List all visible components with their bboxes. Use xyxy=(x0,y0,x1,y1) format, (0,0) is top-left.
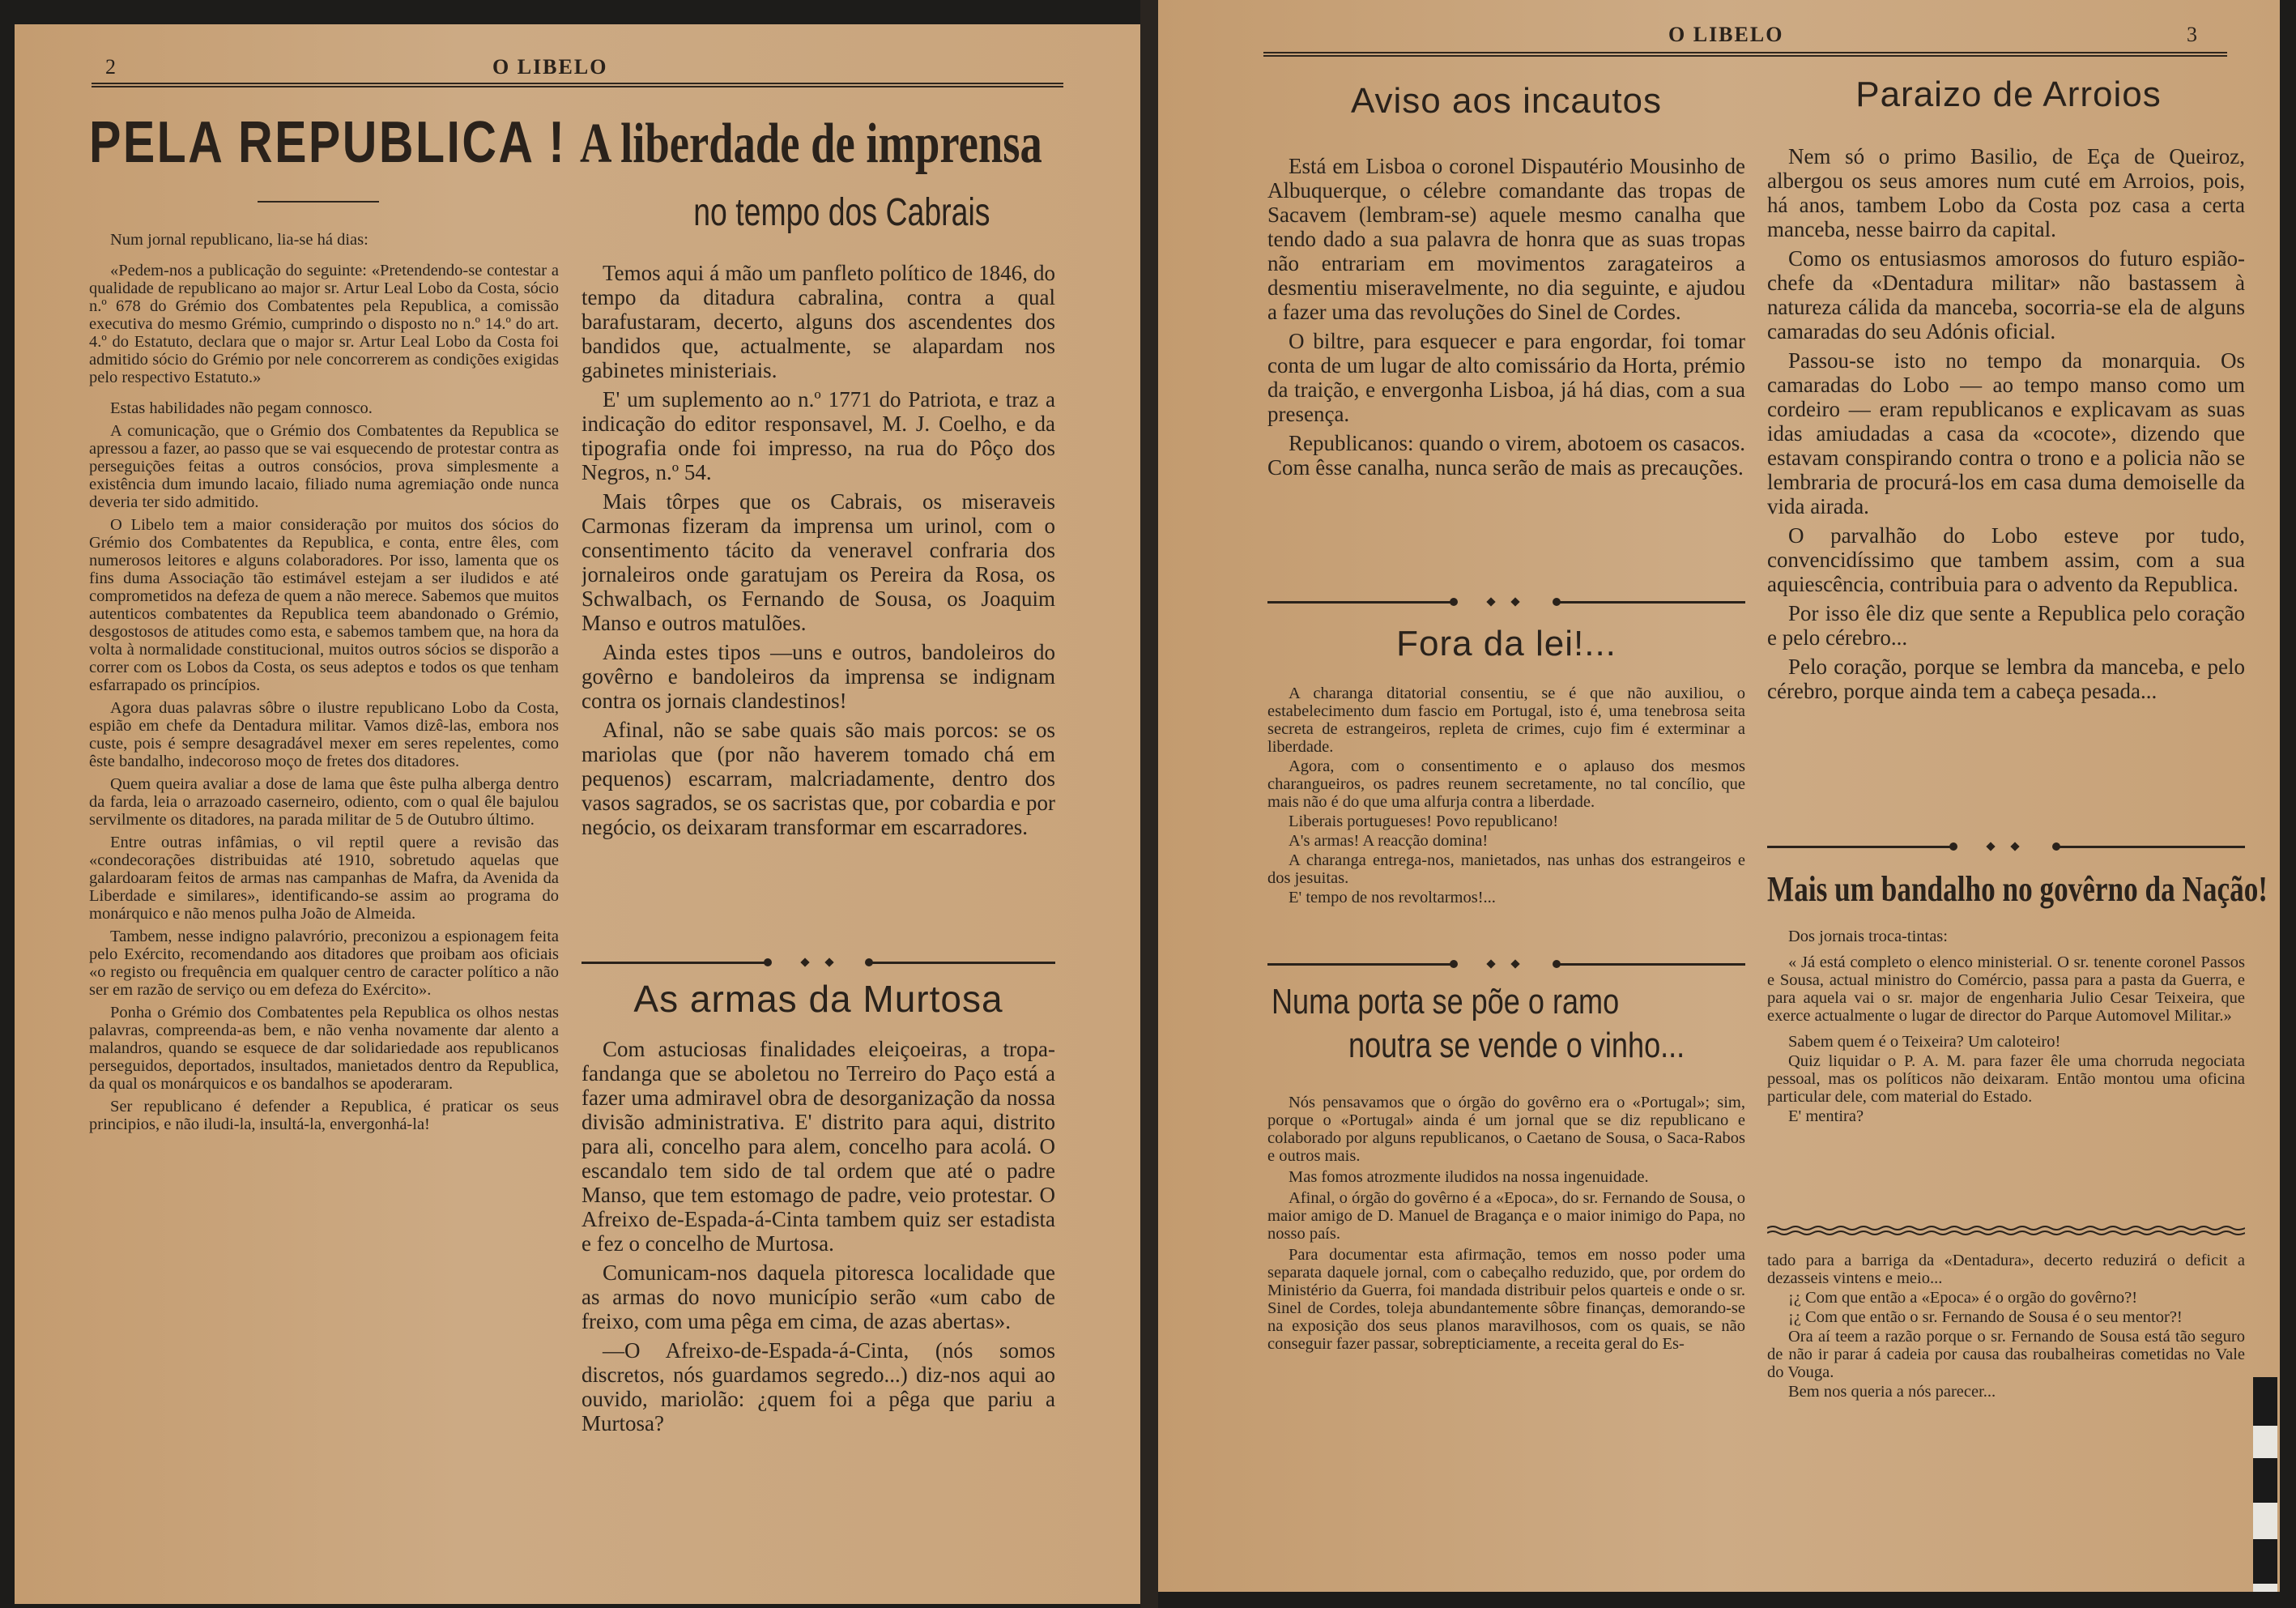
section-divider xyxy=(581,954,1055,970)
paragraph: O biltre, para esquecer e para engordar, foi tomar conta de um lugar de alto comissário da Horta, prémio da traição, e envergonha Lisboa, já há dias, com a sua presença. xyxy=(1267,329,1745,426)
paragraph: A charanga ditatorial consentiu, se é que não auxiliou, o estabelecimento dum fascio em Portugal, isto é, uma tenebrosa seita secreta de estrangeiros, repleta de crimes, cujo fim é exterminar a liberdade. xyxy=(1267,685,1745,756)
article-fora-da-lei xyxy=(1267,685,1745,952)
headline-armas-murtosa: As armas da Murtosa xyxy=(633,978,1003,1020)
paragraph: « Já está completo o elenco ministerial. O sr. tenente coronel Passos e Sousa, actual ministro do Comércio, passa para a pasta da Guerra, e para aquela vai o sr. major de engenharia Julio Cesar Teixeira, que exerce actualmente o lugar de director do Parque Automovel Militar.» xyxy=(1767,953,2245,1025)
paragraph: Ser republicano é defender a Republica, é praticar os seus principios, e não iludi-la, insultá-la, envergonhá-la! xyxy=(89,1098,559,1133)
paragraph: A charanga entrega-nos, manietados, nas unhas dos estrangeiros e dos jesuitas. xyxy=(1267,851,1745,887)
paragraph: Mas fomos atrozmente iludidos na nossa ingenuidade. xyxy=(1289,1168,1649,1186)
section-divider xyxy=(1767,838,2245,855)
article-aviso-incautos xyxy=(1267,154,1745,583)
paragraph: ¡¿ Com que então o sr. Fernando de Sousa é o seu mentor?! xyxy=(1788,1308,2183,1326)
headline-mais-um-bandalho: Mais um bandalho no govêrno da Nação! xyxy=(1767,869,2268,909)
article-mais-um-bandalho xyxy=(1767,928,2245,1219)
paragraph: Nem só o primo Basilio, de Eça de Queiroz, albergou os seus amores num cuté em Arroios, pois, há anos, tambem Lobo da Costa poz casa a certa manceba, nesse bairro da capital. xyxy=(1767,144,2245,241)
paragraph: Temos aqui á mão um panfleto político de 1846, do tempo da ditadura cabralina, contra a qual barafustaram, decerto, alguns dos ascendentes dos bandidos que, actualmente, se alapardam nos gabinetes ministeriais. xyxy=(581,261,1055,382)
paragraph: Quiz liquidar o P. A. M. para fazer êle uma chorruda negociata pessoal, mas os políticos não deixaram. Então montou uma oficina particular dele, com material do Estado. xyxy=(1767,1052,2245,1106)
page-number-right: 3 xyxy=(2187,23,2199,46)
article-armas-murtosa xyxy=(581,1037,1055,1539)
paragraph: Agora duas palavras sôbre o ilustre republicano Lobo da Costa, espião em chefe da Dentadura militar. Vamos dizê-las, embora nos custe, pois é sempre desagradável mexer em seres repelentes, como êste bandalho, indecoroso moço de fretes dos ditadores. xyxy=(89,699,559,770)
headline-numa-porta: Numa porta se põe o ramo xyxy=(1272,982,1620,1022)
paragraph: Para documentar esta afirmação, temos em nosso poder uma separata daquele jornal, com o cabeçalho reduzido, que, por ordem do Ministério da Guerra, foi mandada distribuir pelos quarteis e onde o sr. Sinel de Cordes, toleja abundantemente sôbre finanças, demorando-se na exposição dos seus planos maravilhosos, com os quais, se não conseguir fazer passar, sobrepticiamente, a receita geral do Es- xyxy=(1267,1246,1745,1353)
left-page xyxy=(15,24,1140,1604)
paragraph: Passou-se isto no tempo da monarquia. Os camaradas do Lobo — ao tempo manso como um cordeiro — eram republicanos e explicavam as suas idas amiudadas a casa da «cocote», dizendo que estavam conspirando contra o trono e a policia não se lembraria de procurá-los em casa duma demoiselle da vida airada. xyxy=(1767,348,2245,518)
page-number-left: 2 xyxy=(105,55,117,79)
paragraph: Pelo coração, porque se lembra da manceba, e pelo cérebro, porque ainda tem a cabeça pesada... xyxy=(1767,655,2245,703)
headline-aviso-incautos: Aviso aos incautos xyxy=(1350,81,1663,121)
headline-rule xyxy=(258,201,379,203)
paragraph: Mais tôrpes que os Cabrais, os miseraveis Carmonas fizeram da imprensa um urinol, com o consentimento tácito da veneravel confraria dos jornaleiros onde garatujam os Pereira da Rosa, os Schwalbach, os Fernando de Sousa, os Joaquim Manso e outros matulões. xyxy=(581,489,1055,635)
running-head-left: O LIBELO xyxy=(492,55,608,79)
headline-liberdade-imprensa: A liberdade de imprensa xyxy=(580,113,1042,175)
right-page xyxy=(1158,0,2280,1592)
page-gutter xyxy=(1140,0,1158,1608)
paragraph: Bem nos queria a nós parecer... xyxy=(1788,1383,1996,1401)
paragraph: Entre outras infâmias, o vil reptil quere a revisão das «condecorações distribuidas até 1910, sobretudo aquelas que galardoaram feitos de armas nas campanhas de Mafra, da Avenida da Liberdade e similares», identificando-se assim ao programa do monárquico e não menos pulha João de Almeida. xyxy=(89,834,559,923)
paragraph: Com astuciosas finalidades eleiçoeiras, a tropa-fandanga que se aboletou no Terreiro do Paço está a fazer uma admiravel obra de desorganização da nossa divisão administrativa. E' distrito para aqui, distrito para ali, concelho para alem, concelho para acolá. O escandalo tem sido de tal ordem que até o padre Manso, que tem estomago de padre, veio protestar. O Afreixo de-Espada-á-Cinta tambem quiz ser estadista e fez o concelho de Murtosa. xyxy=(581,1037,1055,1256)
paragraph: Agora, com o consentimento e o aplauso dos mesmos charangueiros, os padres reunem secretamente, no tal concílio, que mais não é do que uma alfurja contra a liberdade. xyxy=(1267,757,1745,811)
paragraph: A's armas! A reacção domina! xyxy=(1289,832,1489,850)
paragraph: Está em Lisboa o coronel Dispautério Mousinho de Albuquerque, o célebre comandante das tropas de Sacavem (lembram-se) aquele mesmo canalha que tendo dado a sua palavra de honra que as suas tropas não entrariam em movimentos zaragateiros a desmentiu miseravelmente, no dia seguinte, e ajudou a fazer uma das revoluções do Sinel de Cordes. xyxy=(1267,154,1745,324)
paragraph: Num jornal republicano, lia-se há dias: xyxy=(110,231,368,249)
subheadline-cabrais: no tempo dos Cabrais xyxy=(693,191,990,234)
header-rule-left xyxy=(92,83,1063,87)
paragraph: Estas habilidades não pegam connosco. xyxy=(110,399,373,417)
paragraph: Republicanos: quando o virem, abotoem os casacos. Com êsse canalha, nunca serão de mais as precauções. xyxy=(1267,431,1745,480)
article-paraizo-arroios xyxy=(1767,144,2245,833)
wavy-rule xyxy=(1767,1225,2245,1236)
paragraph: Ora aí teem a razão porque o sr. Fernando de Sousa está tão seguro de não ir parar á cadeia por causa das roubalheiras cometidas no Vale do Vouga. xyxy=(1767,1328,2245,1381)
paragraph: Ponha o Grémio dos Combatentes pela Republica os olhos nestas palavras, compreenda-as bem, e não venha novamente dar alento a malandros, quando se esquece de dar solidariedade aos republicanos perseguidos, deportados, insultados, manietados dentro da Republica, da qual os monárquicos e os bandalhos se apoderaram. xyxy=(89,1004,559,1093)
article-numa-porta xyxy=(1267,1094,1745,1531)
paragraph: A comunicação, que o Grémio dos Combatentes da Republica se apressou a fazer, ao passo que se vai esquecendo de protestar contra as perseguições feitas a outros consócios, prova simplesmente a existência dum imundo lacaio, filiado numa agremiação onde nunca deveria ter sido admitido. xyxy=(89,422,559,511)
headline-noutra-vende: noutra se vende o vinho... xyxy=(1348,1026,1685,1065)
article-continuation xyxy=(1767,1252,2245,1462)
paragraph: Ainda estes tipos —uns e outros, bandoleiros do govêrno e bandoleiros da imprensa se indignam contra os jornais clandestinos! xyxy=(581,640,1055,713)
paragraph: E' mentira? xyxy=(1788,1107,1864,1125)
headline-paraizo-arroios: Paraizo de Arroios xyxy=(1855,75,2162,114)
headline-fora-da-lei: Fora da lei!... xyxy=(1396,624,1617,663)
paragraph: —O Afreixo-de-Espada-á-Cinta, (nós somos discretos, nós guardamos segredo...) diz-nos aqui ao ouvido, mariolão: ¿quem foi a pêga que pariu a Murtosa? xyxy=(581,1338,1055,1435)
paragraph: Tambem, nesse indigno palavrório, preconizou a espionagem feita pelo Exército, recomendando aos ditadores que proibam aos oficiais «o registo ou frequência em qualquer centro de caracter político a não ser em razão de serviço ou em defeza do Exército». xyxy=(89,928,559,999)
section-divider xyxy=(1267,956,1745,972)
paragraph: ¡¿ Com que então a «Epoca» é o orgão do govêrno?! xyxy=(1788,1289,2138,1307)
paragraph: Dos jornais troca-tintas: xyxy=(1788,928,1948,945)
paragraph: O Libelo tem a maior consideração por muitos dos sócios do Grémio dos Combatentes da Republica, e conta, entre êles, com numerosos leitores e alguns colaboradores. Por isso, lamenta que os fins duma Associação tão estimável estejam a ser iludidos e até comprometidos na defeza de quem a não merece. Sabemos que muitos autenticos combatentes da Republica teem abandonado o Grémio, desgostosos de atitudes como esta, e sabemos tambem que, na hora da volta à normalidade constitucional, muitos outros sócios se disporão a correr com os Lobos da Costa, os seus adeptos e todos os que tenham esfarrapado os princípios. xyxy=(89,516,559,694)
paragraph: E' um suplemento ao n.º 1771 do Patriota, e traz a indicação do editor responsavel, M. J. Coelho, e da tipografia onde foi impresso, na rua do Pôço dos Negros, n.º 54. xyxy=(581,387,1055,484)
paragraph: Nós pensavamos que o órgão do govêrno era o «Portugal»; sim, porque o «Portugal» ainda é um jornal que se diz republicano e colaborado por alguns republicanos, o Caetano de Sousa, o Saca-Rabos e outros mais. xyxy=(1267,1094,1745,1165)
paragraph: Como os entusiasmos amorosos do futuro espião-chefe da «Dentadura militar» não bastassem à natureza cálida da manceba, socorria-se ela de alguns camaradas do seu Adónis oficial. xyxy=(1767,246,2245,343)
paragraph: Por isso êle diz que sente a Republica pelo coração e pelo cérebro... xyxy=(1767,601,2245,650)
paragraph: Afinal, o órgão do govêrno é a «Epoca», do sr. Fernando de Sousa, o maior amigo de D. Manuel de Bragança e o maior inimigo do Papa, no nosso país. xyxy=(1267,1189,1745,1243)
article-pela-republica xyxy=(89,231,559,1527)
article-liberdade-imprensa xyxy=(581,261,1055,958)
paragraph: Quem queira avaliar a dose de lama que êste pulha alberga dentro da farda, leia o arrazoado caserneiro, odiento, com o qual êle bajulou servilmente os ditadores, na parada militar de 5 de Outubro último. xyxy=(89,775,559,829)
running-head-right: O LIBELO xyxy=(1668,23,1784,46)
paragraph: E' tempo de nos revoltarmos!... xyxy=(1289,889,1496,906)
paragraph: tado para a barriga da «Dentadura», decerto reduzirá o deficit a dezasseis vintens e meio... xyxy=(1767,1252,2245,1287)
paragraph: «Pedem-nos a publicação do seguinte: «Pretendendo-se contestar a qualidade de republicano ao major sr. Artur Leal Lobo da Costa, sócio n.º 678 do Grémio dos Combatentes pela Republica, a comissão executiva do mesmo Grémio, cumprindo o disposto no n.º 14.º do art. 4.º do Estatuto, declara que o major sr. Artur Leal Lobo da Costa foi admitido sócio do Grémio por nele concorrerem as condições exigidas pelo respectivo Estatuto.» xyxy=(89,262,559,386)
color-calibration-strip xyxy=(2253,1377,2277,1592)
paragraph: Sabem quem é o Teixeira? Um caloteiro! xyxy=(1788,1033,2061,1051)
paragraph: Comunicam-nos daquela pitoresca localidade que as armas do novo município serão «um cabo de freixo, com uma pêga em cima, de azas abertas». xyxy=(581,1260,1055,1333)
section-divider xyxy=(1267,594,1745,610)
paragraph: O parvalhão do Lobo esteve por tudo, convencidíssimo que tambem assim, com a sua aquiescência, contribuia para o advento da Republica. xyxy=(1767,523,2245,596)
header-rule-right xyxy=(1263,52,2227,57)
paragraph: Liberais portugueses! Povo republicano! xyxy=(1289,813,1559,830)
paragraph: Afinal, não se sabe quais são mais porcos: se os mariolas que (por não haverem tomado chá em pequenos) escarram, malcriadamente, dentro dos vasos sagrados, se os sacristas que, por cobardia e por negócio, os deixaram transformar em escarradores. xyxy=(581,718,1055,839)
headline-pela-republica: PELA REPUBLICA ! xyxy=(89,110,567,175)
